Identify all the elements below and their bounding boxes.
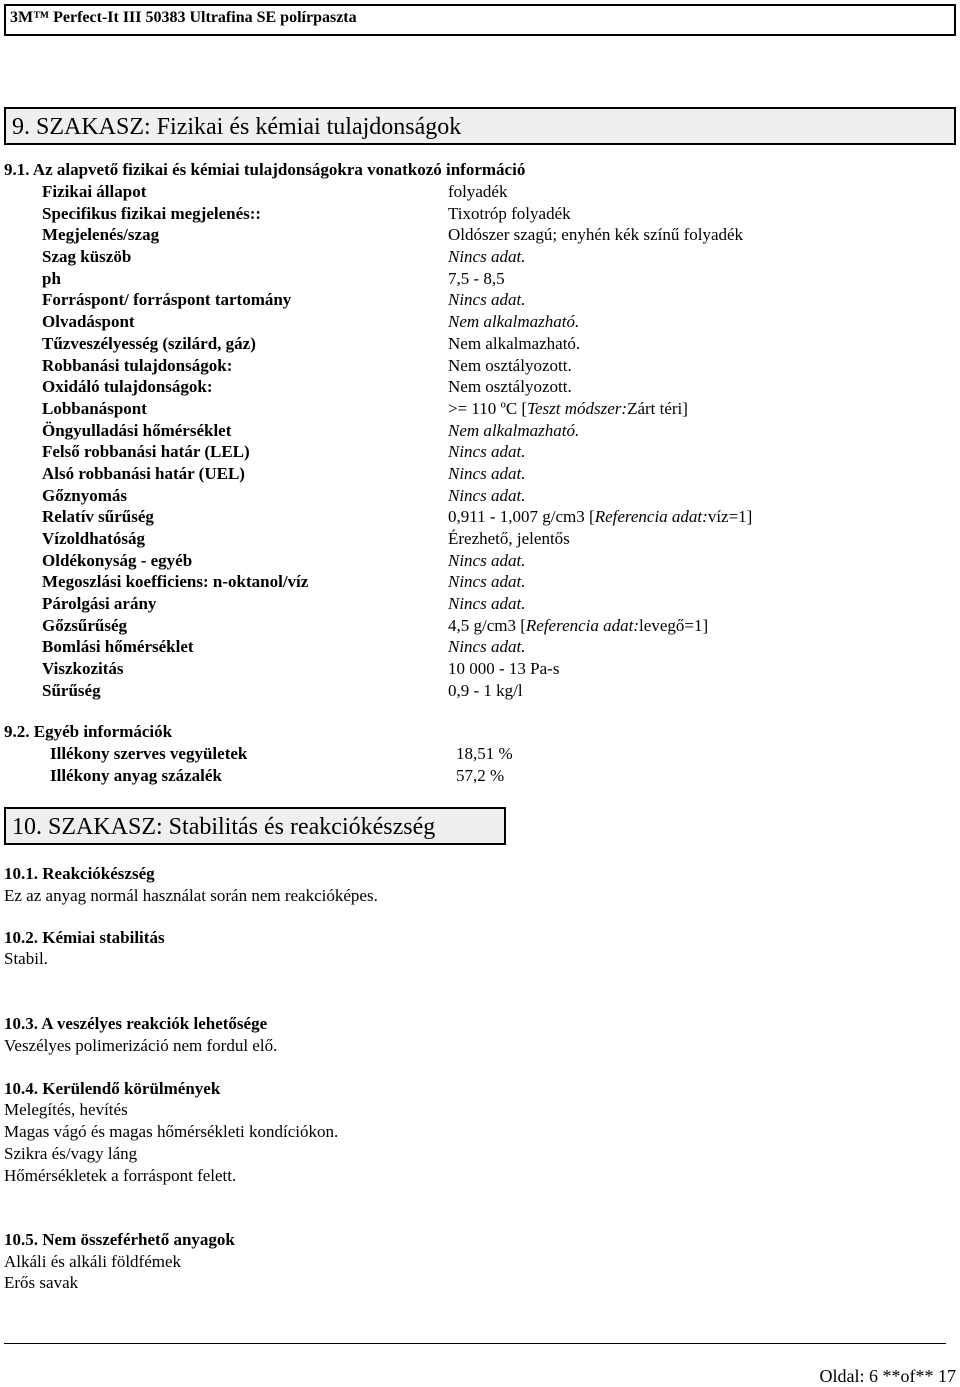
property-value bbox=[448, 659, 559, 679]
property-label: Alsó robbanási határ (UEL) bbox=[42, 463, 245, 483]
property-row bbox=[42, 659, 862, 681]
property-row bbox=[42, 594, 862, 616]
property-value-detail: levegő=1] bbox=[639, 615, 709, 635]
property-row bbox=[42, 204, 862, 226]
property-value bbox=[448, 204, 571, 224]
property-label: Viszkozitás bbox=[42, 659, 124, 679]
subsection-10-5-heading: 10.5. Nem összeférhető anyagok bbox=[4, 1230, 235, 1249]
property-value bbox=[448, 529, 570, 549]
property-value-text: Nem alkalmazható. bbox=[448, 333, 581, 353]
property-row bbox=[42, 377, 862, 399]
property-value-qualifier: Referencia adat: bbox=[525, 615, 640, 635]
property-label: Felső robbanási határ (LEL) bbox=[42, 442, 250, 462]
property-value-text: Nincs adat. bbox=[448, 247, 526, 267]
other-label: Illékony anyag százalék bbox=[50, 765, 222, 785]
property-value-text: 0,9 - 1 kg/l bbox=[448, 680, 523, 700]
property-value bbox=[448, 290, 525, 310]
property-value-text: Nem osztályozott. bbox=[448, 377, 572, 397]
property-value-text: Nincs adat. bbox=[448, 550, 526, 570]
property-row bbox=[42, 464, 862, 486]
property-value bbox=[448, 421, 579, 441]
property-value-text: >= 110 ºC [ bbox=[448, 398, 528, 418]
property-value bbox=[448, 356, 572, 376]
property-value bbox=[448, 399, 688, 419]
subsection-10-4-line: Szikra és/vagy láng bbox=[4, 1144, 138, 1163]
property-row bbox=[42, 572, 862, 594]
property-row bbox=[42, 334, 862, 356]
other-value: 18,51 % bbox=[456, 744, 513, 763]
property-value bbox=[448, 442, 525, 462]
section-10-header bbox=[4, 807, 506, 845]
property-label: Bomlási hőmérséklet bbox=[42, 637, 194, 657]
subsection-10-1-heading: 10.1. Reakciókészség bbox=[4, 864, 155, 883]
property-label: Gőzsűrűség bbox=[42, 615, 127, 635]
property-value-text: Nincs adat. bbox=[448, 463, 526, 483]
property-value bbox=[448, 637, 525, 657]
property-row bbox=[42, 399, 862, 421]
property-label: Relatív sűrűség bbox=[42, 507, 154, 527]
document-header bbox=[4, 4, 956, 36]
subsection-10-4-line: Melegítés, hevítés bbox=[4, 1100, 128, 1119]
subsection-10-2-text: Stabil. bbox=[4, 949, 48, 968]
property-label: Párolgási arány bbox=[42, 594, 157, 614]
property-label: Megjelenés/szag bbox=[42, 225, 160, 245]
property-label: Oldékonyság - egyéb bbox=[42, 550, 193, 570]
other-row bbox=[50, 744, 550, 766]
property-value-text: 7,5 - 8,5 bbox=[448, 268, 505, 288]
subsection-9-2-heading: 9.2. Egyéb információk bbox=[4, 722, 173, 741]
section-10-title: 10. SZAKASZ: Stabilitás és reakciókészség bbox=[12, 814, 436, 840]
section-9-title: 9. SZAKASZ: Fizikai és kémiai tulajdonságok bbox=[12, 114, 462, 140]
property-row bbox=[42, 269, 862, 291]
subsection-10-5-line: Erős savak bbox=[4, 1273, 79, 1292]
properties-table bbox=[42, 182, 862, 703]
property-value bbox=[448, 182, 507, 202]
subsection-10-3-heading: 10.3. A veszélyes reakciók lehetősége bbox=[4, 1014, 268, 1033]
property-row bbox=[42, 225, 862, 247]
property-value bbox=[448, 334, 580, 354]
other-row bbox=[50, 766, 550, 788]
property-row bbox=[42, 356, 862, 378]
property-value-text: Nincs adat. bbox=[448, 594, 526, 614]
property-label: Specifikus fizikai megjelenés:: bbox=[42, 203, 262, 223]
property-row bbox=[42, 637, 862, 659]
property-value bbox=[448, 551, 525, 571]
subsection-10-3-text: Veszélyes polimerizáció nem fordul elő. bbox=[4, 1036, 278, 1055]
property-label: Szag küszöb bbox=[42, 247, 132, 267]
property-label: Gőznyomás bbox=[42, 485, 127, 505]
subsection-10-4-line: Hőmérsékletek a forráspont felett. bbox=[4, 1166, 237, 1185]
subsection-10-5-line: Alkáli és alkáli földfémek bbox=[4, 1252, 182, 1271]
property-label: Sűrűség bbox=[42, 680, 101, 700]
property-value bbox=[448, 594, 525, 614]
property-row bbox=[42, 486, 862, 508]
property-row bbox=[42, 529, 862, 551]
subsection-10-4-heading: 10.4. Kerülendő körülmények bbox=[4, 1079, 221, 1098]
property-value bbox=[448, 681, 523, 701]
property-row bbox=[42, 290, 862, 312]
subsection-9-1-heading: 9.1. Az alapvető fizikai és kémiai tulajdonságokra vonatkozó információ bbox=[4, 160, 526, 179]
property-row bbox=[42, 616, 862, 638]
other-label: Illékony szerves vegyületek bbox=[50, 744, 248, 763]
property-value bbox=[448, 312, 579, 332]
property-value-text: 10 000 - 13 Pa-s bbox=[448, 659, 560, 679]
property-value bbox=[448, 225, 743, 245]
property-row bbox=[42, 507, 862, 529]
property-value-text: Nincs adat. bbox=[448, 442, 526, 462]
property-value-qualifier: Referencia adat: bbox=[594, 507, 708, 527]
property-label: Fizikai állapot bbox=[42, 182, 147, 201]
property-value bbox=[448, 247, 525, 267]
property-label: Lobbanáspont bbox=[42, 398, 147, 418]
property-value-text: 0,911 - 1,007 g/cm3 [ bbox=[448, 507, 595, 527]
property-row bbox=[42, 681, 862, 703]
subsection-10-1-text: Ez az anyag normál használat során nem reakcióképes. bbox=[4, 886, 378, 905]
property-value-qualifier: Teszt módszer: bbox=[527, 398, 628, 418]
property-label: Robbanási tulajdonságok: bbox=[42, 355, 233, 375]
property-value-text: Nem alkalmazható. bbox=[448, 312, 580, 332]
subsection-10-2-heading: 10.2. Kémiai stabilitás bbox=[4, 928, 165, 947]
property-row bbox=[42, 247, 862, 269]
page-number: Oldal: 6 **of** 17 bbox=[819, 1366, 956, 1386]
property-row bbox=[42, 182, 862, 204]
document-title: 3M™ Perfect-It III 50383 Ultrafina SE polírpaszta bbox=[10, 9, 357, 26]
property-value-text: Nem alkalmazható. bbox=[448, 420, 580, 440]
property-label: Öngyulladási hőmérséklet bbox=[42, 420, 232, 440]
property-value-text: Nincs adat. bbox=[448, 572, 526, 592]
property-label: Vízoldhatóság bbox=[42, 529, 145, 548]
property-value-detail: Zárt téri] bbox=[627, 398, 688, 418]
property-value-detail: víz=1] bbox=[707, 507, 753, 527]
property-label: Olvadáspont bbox=[42, 312, 135, 332]
property-label: Oxidáló tulajdonságok: bbox=[42, 377, 213, 397]
property-value-text: 4,5 g/cm3 [ bbox=[448, 615, 526, 635]
property-row bbox=[42, 442, 862, 464]
property-value-text: Nincs adat. bbox=[448, 637, 526, 657]
property-label: ph bbox=[42, 268, 61, 288]
property-row bbox=[42, 421, 862, 443]
property-value-text: Oldószer szagú; enyhén kék színű folyadék bbox=[448, 225, 744, 245]
property-row bbox=[42, 312, 862, 334]
property-value-text: Tixotróp folyadék bbox=[448, 203, 571, 223]
property-value bbox=[448, 464, 525, 484]
property-value-text: Nem osztályozott. bbox=[448, 355, 572, 375]
section-9-header bbox=[4, 107, 956, 145]
subsection-10-4-line: Magas vágó és magas hőmérsékleti kondíciókon. bbox=[4, 1122, 339, 1141]
property-value-text: Nincs adat. bbox=[448, 290, 526, 310]
property-value-text: folyadék bbox=[448, 182, 508, 201]
other-value: 57,2 % bbox=[456, 765, 505, 785]
property-value bbox=[448, 507, 752, 527]
property-value bbox=[448, 616, 708, 636]
property-row bbox=[42, 551, 862, 573]
property-value bbox=[448, 269, 505, 289]
property-label: Forráspont/ forráspont tartomány bbox=[42, 290, 292, 310]
property-value bbox=[448, 486, 525, 506]
property-value bbox=[448, 377, 572, 397]
other-info-table bbox=[50, 744, 550, 787]
property-label: Megoszlási koefficiens: n-oktanol/víz bbox=[42, 572, 309, 592]
property-value-text: Nincs adat. bbox=[448, 485, 526, 505]
property-value-text: Érezhető, jelentős bbox=[448, 529, 570, 548]
property-label: Tűzveszélyesség (szilárd, gáz) bbox=[42, 333, 256, 353]
footer-divider bbox=[4, 1343, 946, 1344]
property-value bbox=[448, 572, 525, 592]
